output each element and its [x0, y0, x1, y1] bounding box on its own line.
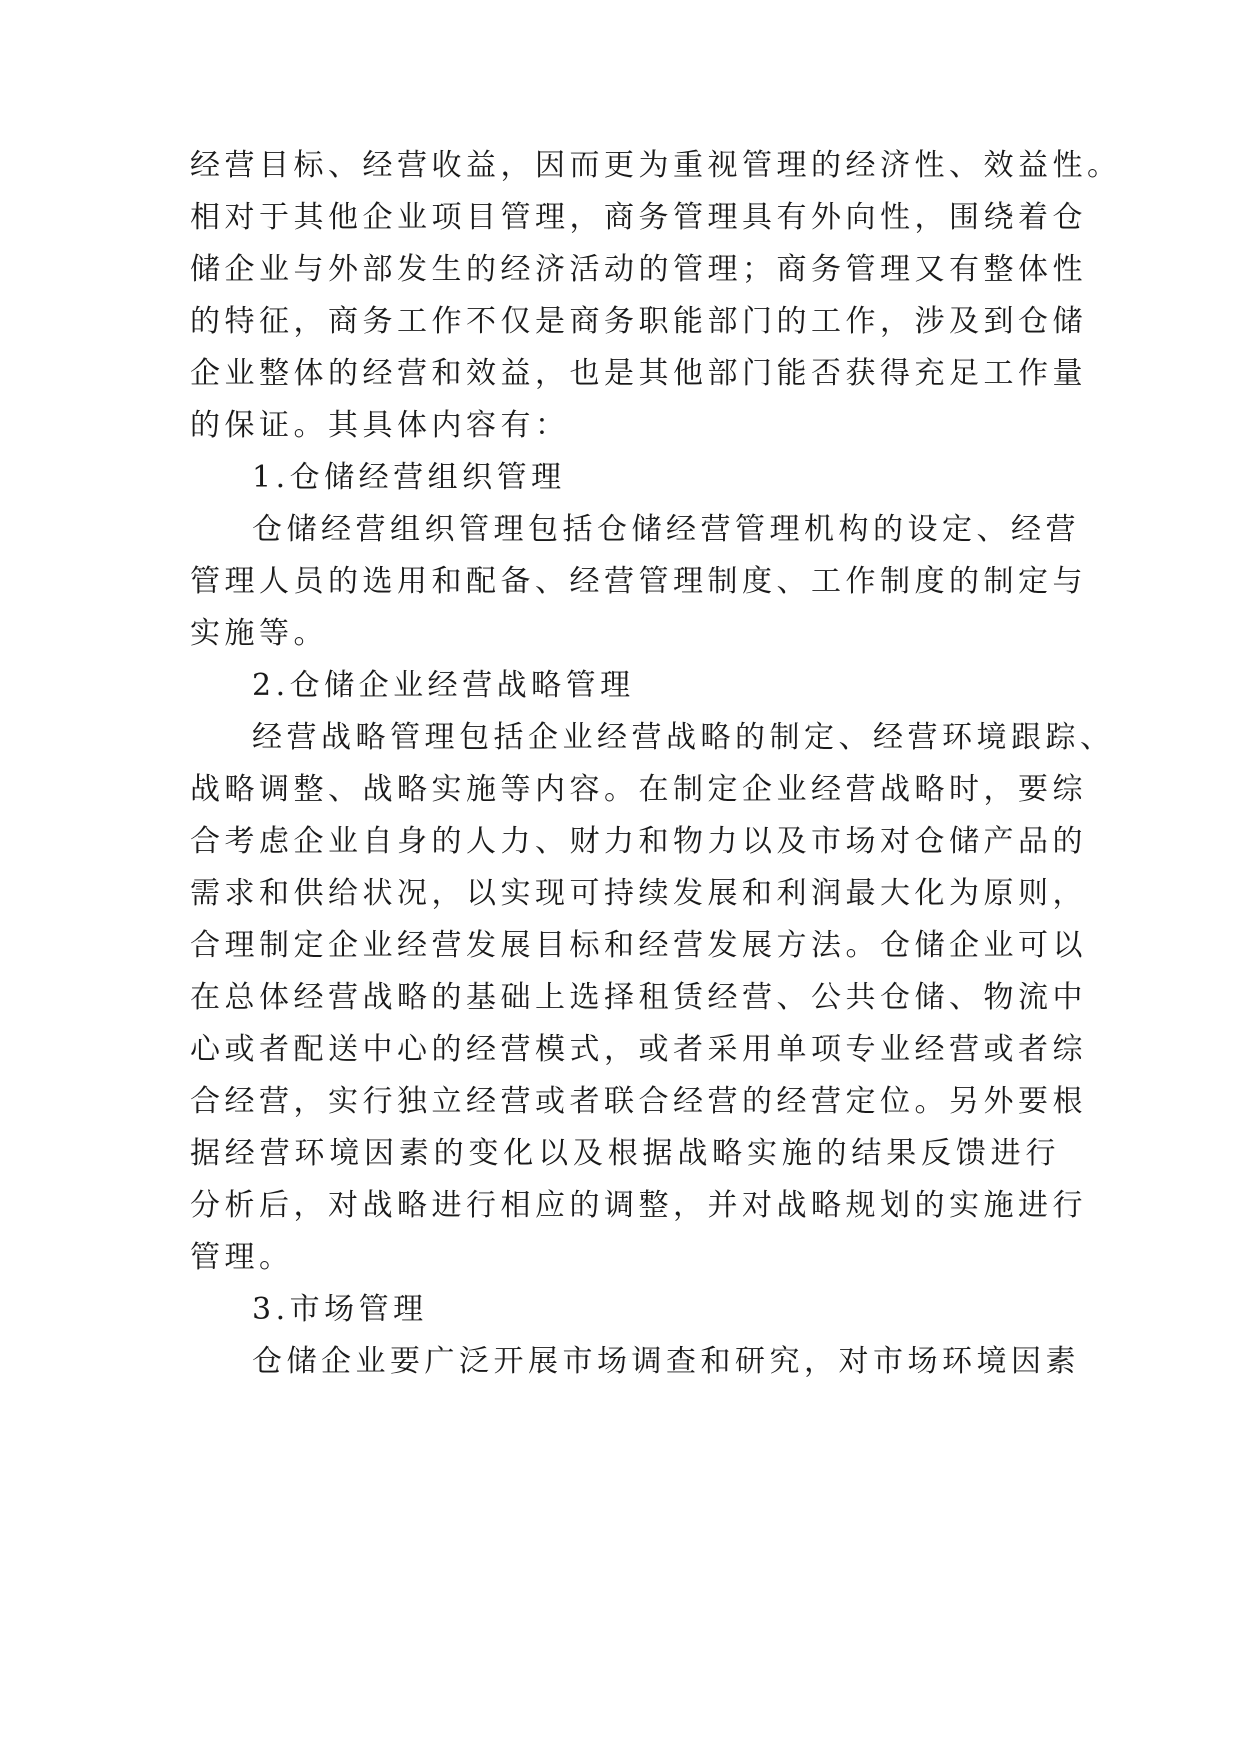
- section-heading: 1.仓储经营组织管理: [252, 460, 566, 495]
- text-line: 储企业与外部发生的经济活动的管理；商务管理又有整体性: [190, 252, 1087, 287]
- text-line: 的特征，商务工作不仅是商务职能部门的工作，涉及到仓储: [190, 304, 1087, 339]
- text-line: 仓储企业要广泛开展市场调查和研究，对市场环境因素: [252, 1344, 1080, 1379]
- text-line: 相对于其他企业项目管理，商务管理具有外向性，围绕着仓: [190, 200, 1087, 235]
- text-line: 据经营环境因素的变化以及根据战略实施的结果反馈进行: [190, 1136, 1060, 1171]
- section-heading: 3.市场管理: [252, 1292, 428, 1327]
- section-heading: 2.仓储企业经营战略管理: [252, 668, 635, 703]
- text-line: 心或者配送中心的经营模式，或者采用单项专业经营或者综: [190, 1032, 1087, 1067]
- text-line: 战略调整、战略实施等内容。在制定企业经营战略时，要综: [190, 772, 1087, 807]
- text-line: 仓储经营组织管理包括仓储经营管理机构的设定、经营: [252, 512, 1080, 547]
- text-line: 需求和供给状况，以实现可持续发展和利润最大化为原则，: [190, 876, 1087, 911]
- text-line: 分析后，对战略进行相应的调整，并对战略规划的实施进行: [190, 1188, 1087, 1223]
- text-line: 在总体经营战略的基础上选择租赁经营、公共仓储、物流中: [190, 980, 1087, 1015]
- text-line: 实施等。: [190, 616, 328, 651]
- text-line: 企业整体的经营和效益，也是其他部门能否获得充足工作量: [190, 356, 1087, 391]
- text-line: 合理制定企业经营发展目标和经营发展方法。仓储企业可以: [190, 928, 1087, 963]
- text-line: 经营战略管理包括企业经营战略的制定、经营环境跟踪、: [252, 720, 1115, 755]
- text-line: 经营目标、经营收益，因而更为重视管理的经济性、效益性。: [190, 148, 1122, 183]
- text-line: 管理。: [190, 1240, 294, 1275]
- text-line: 合考虑企业自身的人力、财力和物力以及市场对仓储产品的: [190, 824, 1087, 859]
- text-line: 管理人员的选用和配备、经营管理制度、工作制度的制定与: [190, 564, 1087, 599]
- text-line: 合经营，实行独立经营或者联合经营的经营定位。另外要根: [190, 1084, 1087, 1119]
- text-line: 的保证。其具体内容有：: [190, 408, 570, 443]
